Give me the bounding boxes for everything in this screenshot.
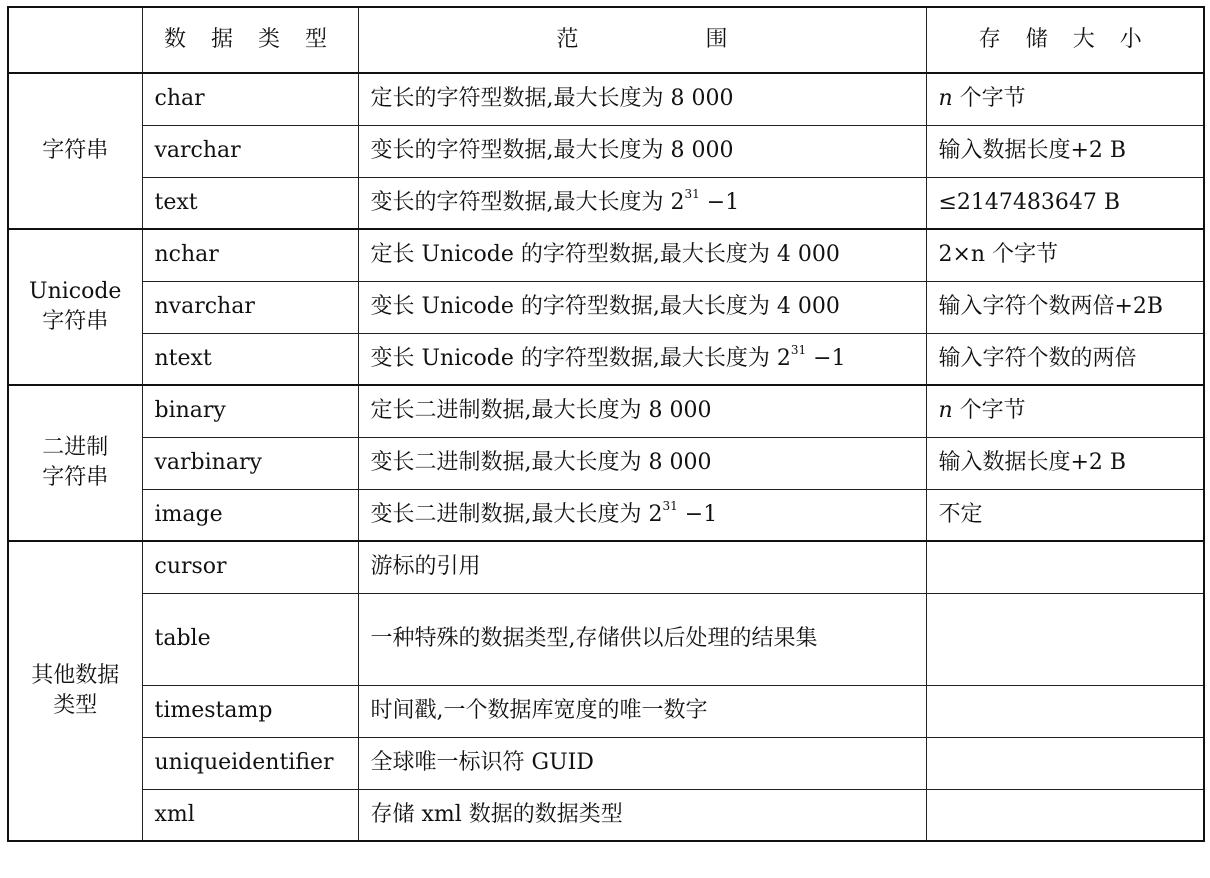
header-range: 范 围: [358, 7, 926, 73]
size-cell: 2×n 个字节: [926, 229, 1204, 281]
category-cell: [8, 229, 142, 385]
table-row: [8, 73, 1204, 125]
size-cell: 输入字符个数的两倍: [926, 333, 1204, 385]
type-cell: table: [142, 593, 358, 685]
size-cell: [926, 593, 1204, 685]
range-cell: [358, 177, 926, 229]
size-cell: [926, 685, 1204, 737]
table-row: [8, 685, 1204, 737]
size-cell: 输入数据长度+2 B: [926, 437, 1204, 489]
size-cell: [926, 73, 1204, 125]
range-text: 变长二进制数据,最大长度为 2: [370, 501, 663, 527]
range-tail: −1: [706, 189, 740, 215]
header-row: [8, 7, 1204, 73]
range-exponent: 31: [684, 186, 700, 201]
range-cell: 定长的字符型数据,最大长度为 8 000: [358, 73, 926, 125]
header-size: 存 储 大 小: [926, 7, 1204, 73]
type-cell: image: [142, 489, 358, 541]
data-types-table: [7, 6, 1205, 842]
size-cell: [926, 737, 1204, 789]
type-cell: binary: [142, 385, 358, 437]
type-cell: nchar: [142, 229, 358, 281]
type-cell: uniqueidentifier: [142, 737, 358, 789]
size-cell: [926, 789, 1204, 841]
size-cell: 输入字符个数两倍+2B: [926, 281, 1204, 333]
size-cell: [926, 541, 1204, 593]
table-row: [8, 385, 1204, 437]
range-cell: 游标的引用: [358, 541, 926, 593]
range-cell: [358, 333, 926, 385]
category-label-line2: 字符串: [42, 465, 109, 490]
size-variable: n: [938, 398, 953, 424]
type-cell: nvarchar: [142, 281, 358, 333]
header-category: [8, 7, 142, 73]
table-row: [8, 593, 1204, 685]
range-tail: −1: [813, 345, 846, 371]
range-text: 变长 Unicode 的字符型数据,最大长度为 2: [370, 345, 791, 371]
size-cell: ≤2147483647 B: [926, 177, 1204, 229]
type-cell: varchar: [142, 125, 358, 177]
table-row: [8, 333, 1204, 385]
range-cell: 变长二进制数据,最大长度为 8 000: [358, 437, 926, 489]
range-cell: 时间戳,一个数据库宽度的唯一数字: [358, 685, 926, 737]
table-row: [8, 125, 1204, 177]
category-cell: [8, 385, 142, 541]
category-label-line1: Unicode: [29, 279, 122, 305]
category-label-line2: 类型: [53, 693, 98, 718]
type-cell: cursor: [142, 541, 358, 593]
range-text: 变长的字符型数据,最大长度为 2: [370, 189, 685, 215]
category-label-line2: 字符串: [42, 309, 109, 334]
range-cell: [358, 489, 926, 541]
data-types-table-wrapper: [7, 6, 1205, 842]
table-row: [8, 541, 1204, 593]
range-cell: 存储 xml 数据的数据类型: [358, 789, 926, 841]
type-cell: timestamp: [142, 685, 358, 737]
table-row: [8, 789, 1204, 841]
category-label-line1: 二进制: [42, 435, 109, 461]
type-cell: varbinary: [142, 437, 358, 489]
range-cell: 一种特殊的数据类型,存储供以后处理的结果集: [358, 593, 926, 685]
table-row: [8, 281, 1204, 333]
size-cell: [926, 385, 1204, 437]
header-type: 数 据 类 型: [142, 7, 358, 73]
range-exponent: 31: [790, 342, 807, 357]
size-cell: 输入数据长度+2 B: [926, 125, 1204, 177]
table-row: [8, 489, 1204, 541]
size-text: 个字节: [959, 86, 1026, 112]
type-cell: text: [142, 177, 358, 229]
size-variable: n: [938, 86, 953, 112]
range-cell: 变长 Unicode 的字符型数据,最大长度为 4 000: [358, 281, 926, 333]
range-tail: −1: [684, 501, 718, 527]
range-cell: 定长二进制数据,最大长度为 8 000: [358, 385, 926, 437]
range-cell: 全球唯一标识符 GUID: [358, 737, 926, 789]
category-cell: [8, 541, 142, 841]
size-cell: 不定: [926, 489, 1204, 541]
range-exponent: 31: [662, 498, 678, 513]
table-row: [8, 229, 1204, 281]
table-row: [8, 177, 1204, 229]
type-cell: xml: [142, 789, 358, 841]
table-row: [8, 437, 1204, 489]
table-row: [8, 737, 1204, 789]
category-cell: [8, 73, 142, 229]
size-text: 个字节: [959, 398, 1026, 424]
type-cell: ntext: [142, 333, 358, 385]
category-label: 字符串: [42, 138, 109, 164]
range-cell: 变长的字符型数据,最大长度为 8 000: [358, 125, 926, 177]
category-label-line1: 其他数据: [31, 663, 120, 689]
range-cell: 定长 Unicode 的字符型数据,最大长度为 4 000: [358, 229, 926, 281]
type-cell: char: [142, 73, 358, 125]
